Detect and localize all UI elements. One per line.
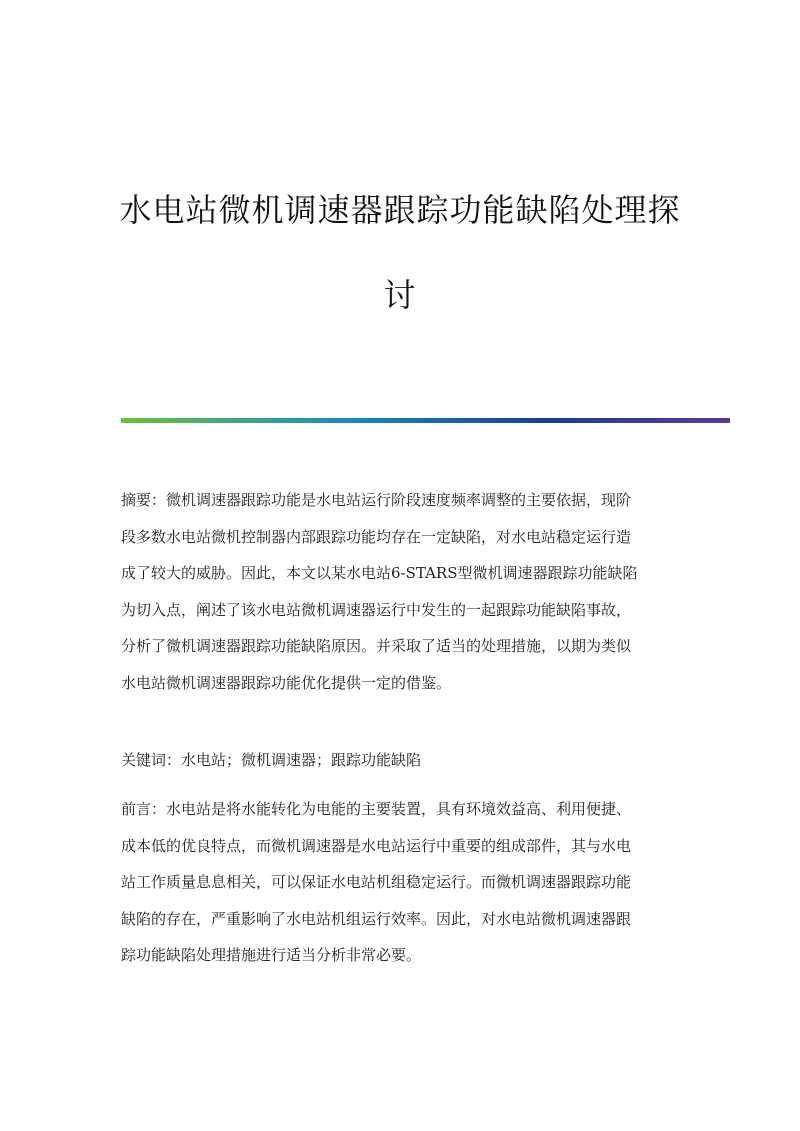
preface-line: 站工作质量息息相关，可以保证水电站机组稳定运行。而微机调速器跟踪功能 (121, 873, 632, 891)
abstract-line: 摘要：微机调速器跟踪功能是水电站运行阶段速度频率调整的主要依据，现阶 (121, 491, 632, 509)
preface-line: 缺陷的存在，严重影响了水电站机组运行效率。因此，对水电站微机调速器跟 (121, 909, 632, 928)
abstract-line: 为切入点，阐述了该水电站微机调速器运行中发生的一起跟踪功能缺陷事故， (121, 600, 632, 619)
document-title-line-1: 水电站微机调速器跟踪功能缺陷处理探 (119, 191, 681, 229)
keywords-line (121, 742, 681, 779)
keywords-text: 关键词：水电站；微机调速器；跟踪功能缺陷 (121, 751, 422, 769)
preface-paragraph (121, 791, 681, 974)
preface-line: 前言：水电站是将水能转化为电能的主要装置，具有环境效益高、利用便捷、 (121, 800, 632, 818)
preface-line: 成本低的优良特点，而微机调速器是水电站运行中重要的组成部件，其与水电 (121, 836, 632, 855)
abstract-line: 段多数水电站微机控制器内部跟踪功能均存在一定缺陷，对水电站稳定运行造 (121, 527, 632, 546)
abstract-line: 分析了微机调速器跟踪功能缺陷原因。并采取了适当的处理措施，以期为类似 (121, 637, 632, 655)
abstract-line: 水电站微机调速器跟踪功能优化提供一定的借鉴。 (121, 673, 452, 692)
document-title-line-2: 讨 (383, 276, 417, 314)
abstract-paragraph (121, 482, 681, 701)
preface-line: 踪功能缺陷处理措施进行适当分析非常必要。 (121, 946, 422, 964)
abstract-line: 成了较大的威胁。因此，本文以某水电站6-STARS型微机调速器跟踪功能缺陷 (121, 564, 638, 582)
title-divider (121, 418, 730, 423)
